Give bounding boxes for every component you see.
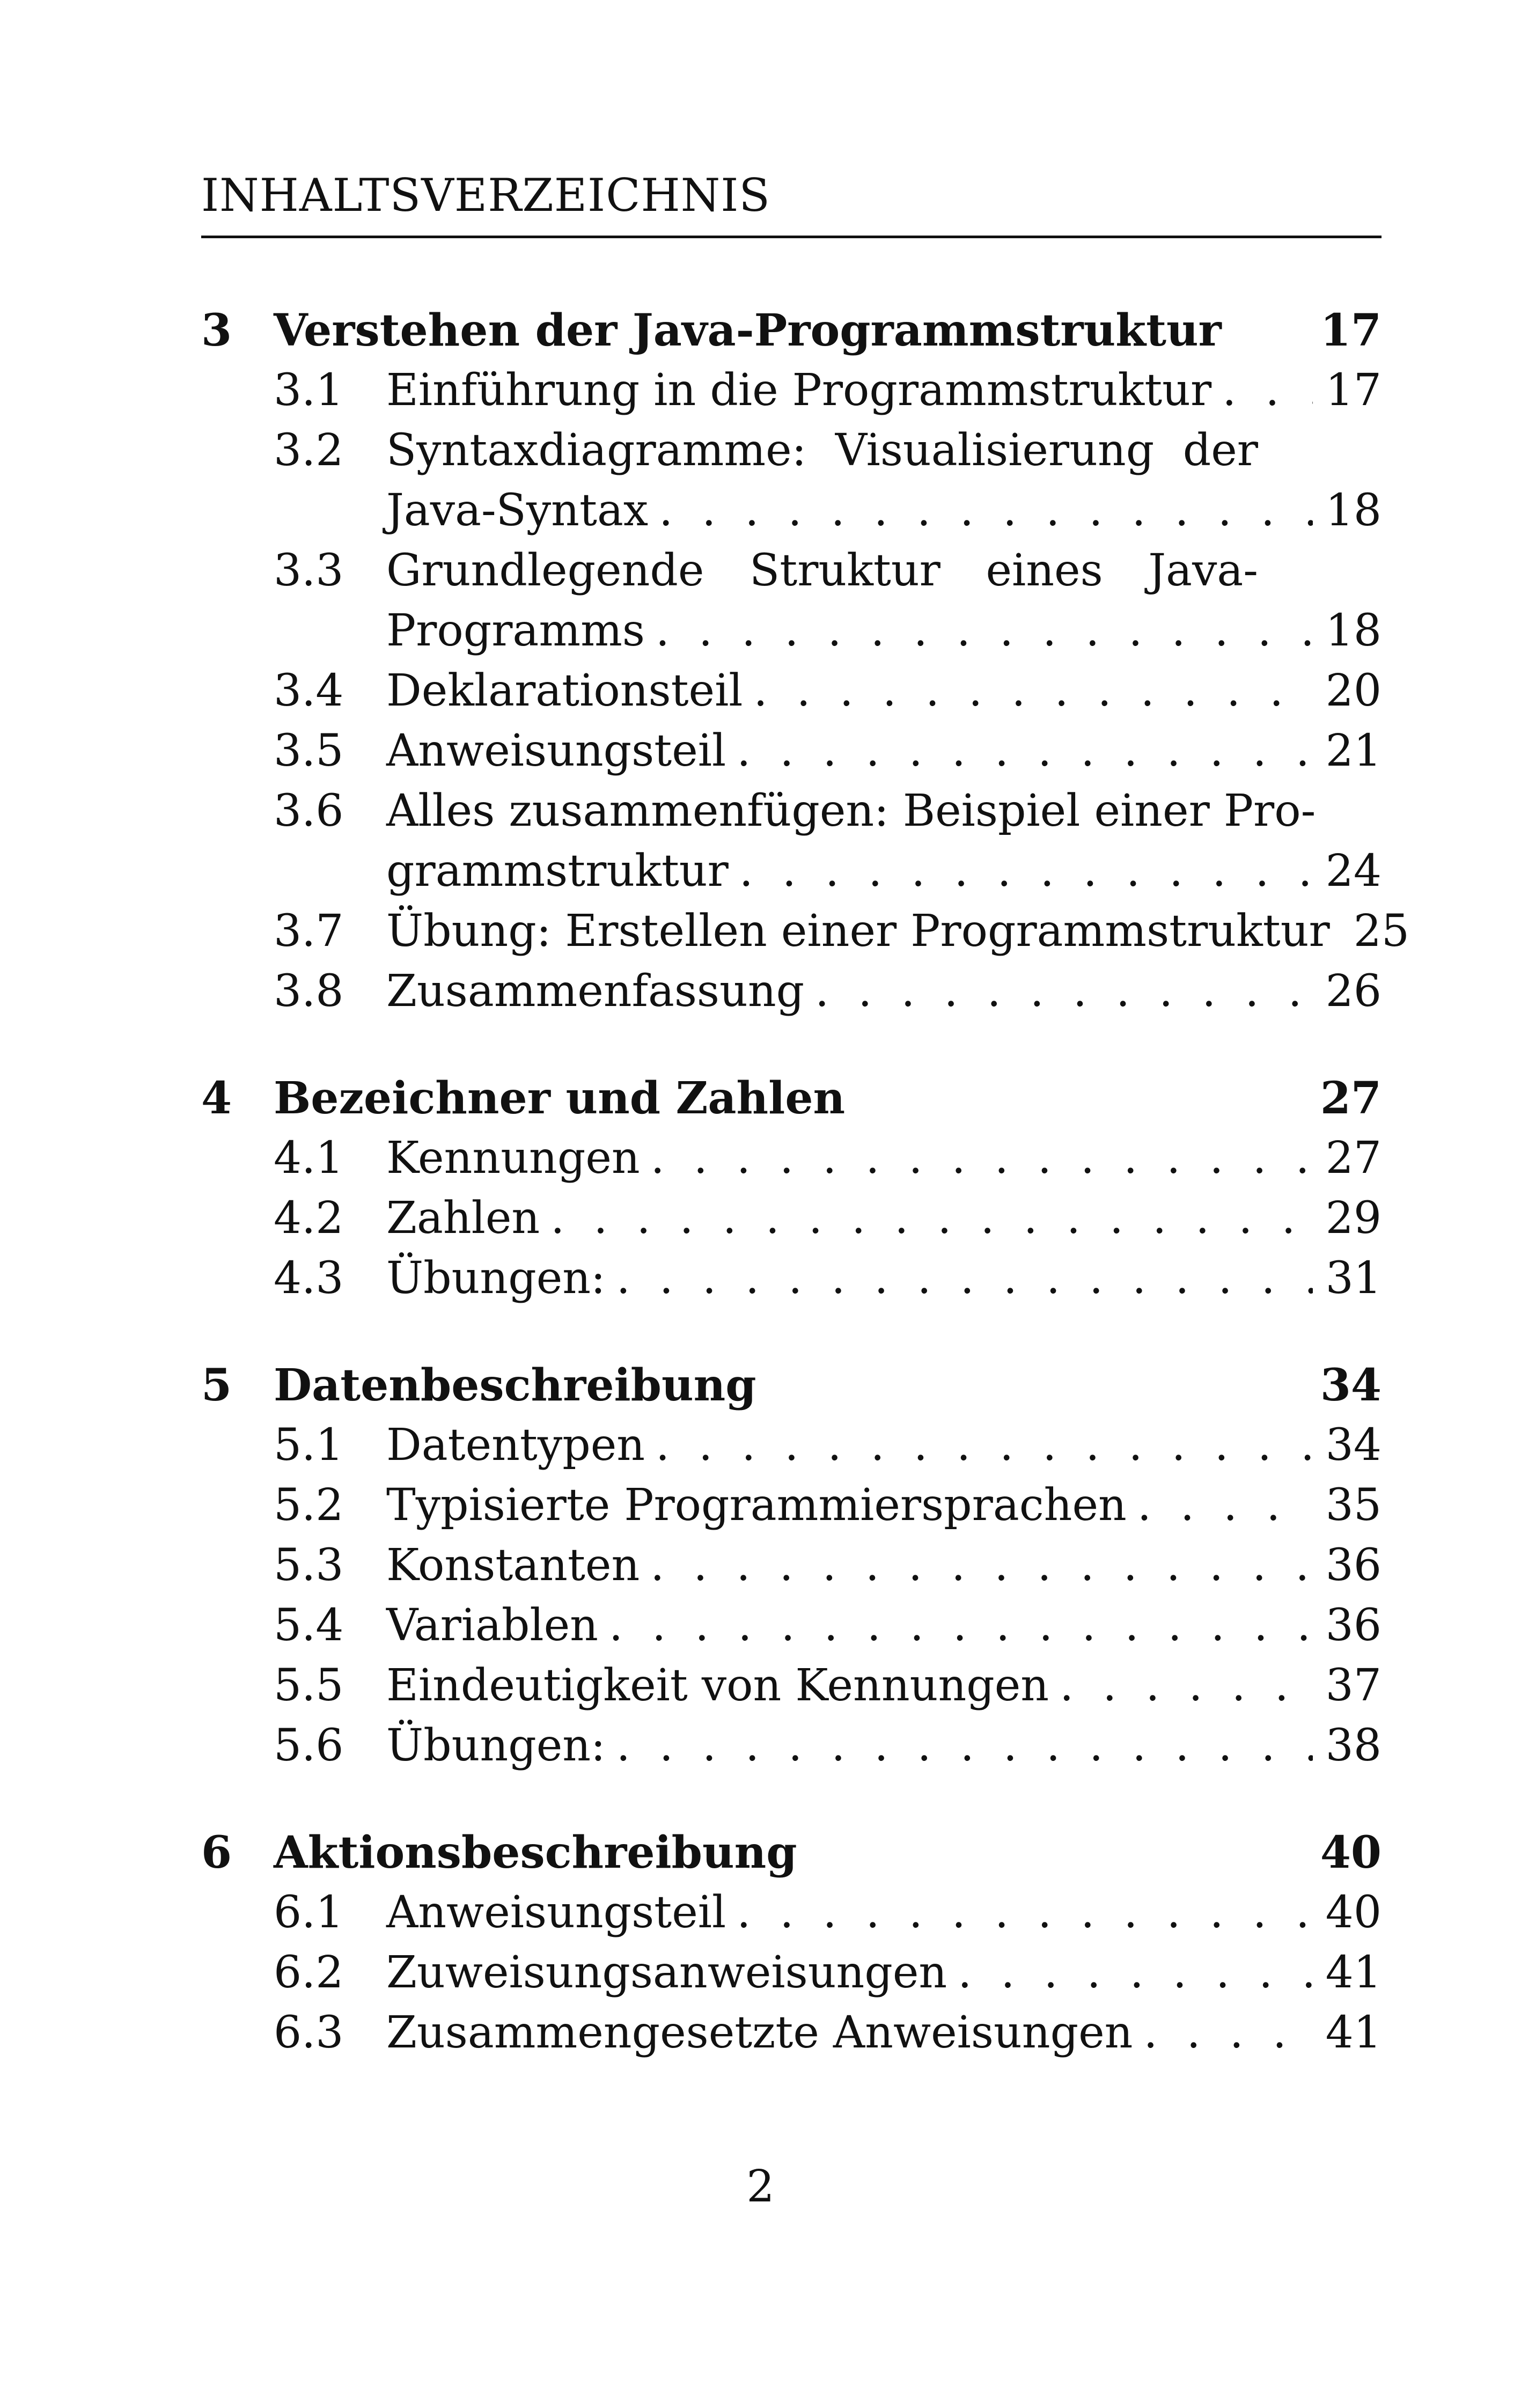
section-title [386, 1415, 1382, 1475]
section-title-line [386, 961, 1382, 1022]
section-title-line: Grundlegende Struktur eines Java- [386, 545, 1258, 596]
section-page-number: 36 [1325, 1540, 1382, 1591]
section-title [386, 1716, 1382, 1776]
dot-leader [739, 841, 1313, 901]
dot-leader [754, 661, 1313, 721]
section-page-number: 17 [1325, 365, 1382, 416]
section-page-number: 18 [1325, 485, 1382, 536]
section-title-line [386, 361, 1382, 421]
dot-leader [550, 1188, 1312, 1249]
section-title [386, 1128, 1382, 1188]
section-page-number: 24 [1325, 846, 1382, 897]
section-number: 6.2 [274, 1947, 344, 1998]
section-title [386, 2003, 1382, 2063]
chapter-title: Aktionsbeschreibung [274, 1827, 797, 1878]
toc-chapter-block [201, 1823, 1382, 2063]
toc-section-entry[interactable] [201, 961, 1382, 1022]
toc-section-entry[interactable] [201, 1883, 1382, 1943]
chapter-page-number: 40 [1320, 1827, 1382, 1878]
section-title-text: Zahlen [386, 1193, 540, 1244]
section-title-text: Anweisungsteil [386, 725, 726, 776]
section-title-text: Konstanten [386, 1540, 640, 1591]
dot-leader [958, 1943, 1312, 2003]
section-title-text: Zusammengesetzte Anweisungen [386, 2007, 1133, 2058]
section-title-text: Variablen [386, 1600, 598, 1651]
section-title [386, 661, 1382, 721]
section-title-text: Eindeutigkeit von Kennungen [386, 1660, 1049, 1711]
toc-section-entry[interactable] [201, 901, 1410, 961]
section-page-number: 29 [1325, 1193, 1382, 1244]
section-page-number: 36 [1325, 1600, 1382, 1651]
section-title [386, 1475, 1382, 1536]
section-title [386, 1943, 1382, 2003]
section-title [386, 361, 1382, 421]
section-title-line [386, 1716, 1382, 1776]
chapter-page-number: 27 [1320, 1073, 1382, 1124]
section-number: 6.1 [274, 1887, 344, 1938]
section-title-line [386, 2003, 1382, 2063]
section-title [386, 781, 1382, 901]
section-title-text: Typisierte Programmiersprachen [386, 1480, 1127, 1531]
toc-section-entry[interactable] [201, 1716, 1382, 1776]
section-number: 3.6 [274, 785, 344, 836]
toc-section-entry[interactable] [201, 541, 1382, 661]
section-title-line [386, 1415, 1382, 1475]
section-page-number: 37 [1325, 1660, 1382, 1711]
section-title-line [386, 1128, 1382, 1188]
section-title-text: Programms [386, 605, 645, 656]
section-title-line: Syntaxdiagramme: Visualisierung der [386, 425, 1258, 476]
toc-chapter-entry[interactable] [201, 1068, 1382, 1128]
running-head: INHALTSVERZEICHNIS [201, 169, 770, 222]
section-number: 5.5 [274, 1660, 344, 1711]
dot-leader [737, 721, 1312, 781]
toc-section-entry[interactable] [201, 361, 1382, 421]
section-title [386, 1883, 1382, 1943]
section-title-text: Einführung in die Programmstruktur [386, 365, 1212, 416]
section-title [386, 721, 1382, 781]
section-title-text: Übungen: [386, 1253, 606, 1304]
dot-leader [659, 481, 1313, 541]
dot-leader [1143, 2003, 1312, 2063]
section-title-text: Kennungen [386, 1133, 640, 1184]
section-title-line [386, 1475, 1382, 1536]
section-title-line [386, 901, 1410, 961]
toc-section-entry[interactable] [201, 1415, 1382, 1475]
dot-leader [1137, 1475, 1313, 1536]
section-page-number: 31 [1325, 1253, 1382, 1304]
toc-chapter-entry[interactable] [201, 1355, 1382, 1415]
section-page-number: 27 [1325, 1133, 1382, 1184]
section-number: 3.5 [274, 725, 344, 776]
section-title [386, 1596, 1382, 1656]
section-number: 5.4 [274, 1600, 344, 1651]
section-title-text: Übung: Erstellen einer Programmstruktur [386, 906, 1330, 957]
chapter-title: Bezeichner und Zahlen [274, 1073, 846, 1124]
dot-leader [616, 1716, 1313, 1776]
section-title-line [386, 1656, 1382, 1716]
dot-leader [656, 601, 1313, 661]
toc-chapter-block [201, 300, 1410, 1022]
section-title-text: grammstruktur [386, 846, 729, 897]
section-number: 5.1 [274, 1420, 344, 1471]
chapter-title: Verstehen der Java-Programmstruktur [274, 305, 1222, 356]
section-title [386, 421, 1382, 541]
section-number: 6.3 [274, 2007, 344, 2058]
section-title-line [386, 1536, 1382, 1596]
section-title-text: Übungen: [386, 1720, 606, 1771]
section-page-number: 18 [1325, 605, 1382, 656]
section-title-line [386, 1943, 1382, 2003]
toc-section-entry[interactable] [201, 1596, 1382, 1656]
section-title [386, 1536, 1382, 1596]
section-title-line [386, 1249, 1382, 1309]
dot-leader [651, 1128, 1313, 1188]
section-page-number: 38 [1325, 1720, 1382, 1771]
section-number: 4.2 [274, 1193, 344, 1244]
section-page-number: 20 [1325, 665, 1382, 716]
section-title-line [386, 841, 1382, 901]
chapter-page-number: 34 [1320, 1360, 1382, 1411]
section-title-line [386, 1883, 1382, 1943]
section-title [386, 541, 1382, 661]
section-title [386, 901, 1410, 961]
section-number: 3.8 [274, 966, 344, 1017]
section-page-number: 21 [1325, 725, 1382, 776]
toc-chapter-block [201, 1068, 1382, 1309]
chapter-number: 5 [201, 1360, 232, 1411]
section-number: 5.6 [274, 1720, 344, 1771]
dot-leader [1060, 1656, 1313, 1716]
section-title-text: Anweisungsteil [386, 1887, 726, 1938]
toc-section-entry[interactable] [201, 1656, 1382, 1716]
dot-leader [815, 961, 1313, 1022]
toc-section-entry[interactable] [201, 1536, 1382, 1596]
page-number: 2 [746, 2161, 775, 2212]
section-number: 5.2 [274, 1480, 344, 1531]
toc-chapter-block [201, 1355, 1382, 1776]
toc-section-entry[interactable] [201, 661, 1382, 721]
toc-section-entry[interactable] [201, 1188, 1382, 1249]
dot-leader [650, 1536, 1312, 1596]
toc-section-entry[interactable] [201, 721, 1382, 781]
section-title [386, 1656, 1382, 1716]
dot-leader [1222, 361, 1312, 421]
section-number: 4.3 [274, 1253, 344, 1304]
dot-leader [616, 1249, 1313, 1309]
section-page-number: 41 [1325, 2007, 1382, 2058]
section-number: 4.1 [274, 1133, 344, 1184]
section-title-text: Zuweisungsanweisungen [386, 1947, 947, 1998]
dot-leader [609, 1596, 1313, 1656]
section-page-number: 25 [1353, 906, 1410, 957]
section-title-line [386, 601, 1382, 661]
toc-section-entry[interactable] [201, 2003, 1382, 2063]
section-page-number: 40 [1325, 1887, 1382, 1938]
section-title [386, 1249, 1382, 1309]
section-title-text: Zusammenfassung [386, 966, 805, 1017]
section-number: 3.4 [274, 665, 344, 716]
section-title-line: Alles zusammenfügen: Beispiel einer Pro- [386, 785, 1316, 836]
toc-section-entry[interactable] [201, 1943, 1382, 2003]
toc-section-entry[interactable] [201, 781, 1382, 901]
section-number: 3.3 [274, 545, 344, 596]
toc-chapter-entry[interactable] [201, 300, 1382, 361]
chapter-number: 6 [201, 1827, 232, 1878]
header-rule [201, 236, 1382, 238]
toc-section-entry[interactable] [201, 1249, 1382, 1309]
toc-chapter-entry[interactable] [201, 1823, 1382, 1883]
dot-leader [656, 1415, 1313, 1475]
toc-section-entry[interactable] [201, 421, 1382, 541]
section-page-number: 35 [1325, 1480, 1382, 1531]
section-title-line [386, 481, 1382, 541]
section-title-text: Java-Syntax [386, 485, 649, 536]
chapter-number: 4 [201, 1073, 232, 1124]
section-title-line [386, 1188, 1382, 1249]
section-number: 3.7 [274, 906, 344, 957]
section-title-text: Datentypen [386, 1420, 645, 1471]
table-of-contents [201, 300, 1410, 2063]
section-title [386, 1188, 1382, 1249]
section-title-line [386, 661, 1382, 721]
section-title [386, 961, 1382, 1022]
section-number: 5.3 [274, 1540, 344, 1591]
section-number: 3.2 [274, 425, 344, 476]
toc-section-entry[interactable] [201, 1128, 1382, 1188]
toc-section-entry[interactable] [201, 1475, 1382, 1536]
section-title-text: Deklarationsteil [386, 665, 743, 716]
chapter-number: 3 [201, 305, 232, 356]
chapter-page-number: 17 [1320, 305, 1382, 356]
section-page-number: 34 [1325, 1420, 1382, 1471]
dot-leader [737, 1883, 1312, 1943]
section-title-line [386, 1596, 1382, 1656]
section-page-number: 41 [1325, 1947, 1382, 1998]
chapter-title: Datenbeschreibung [274, 1360, 756, 1411]
section-number: 3.1 [274, 365, 344, 416]
section-title-line [386, 721, 1382, 781]
section-page-number: 26 [1325, 966, 1382, 1017]
